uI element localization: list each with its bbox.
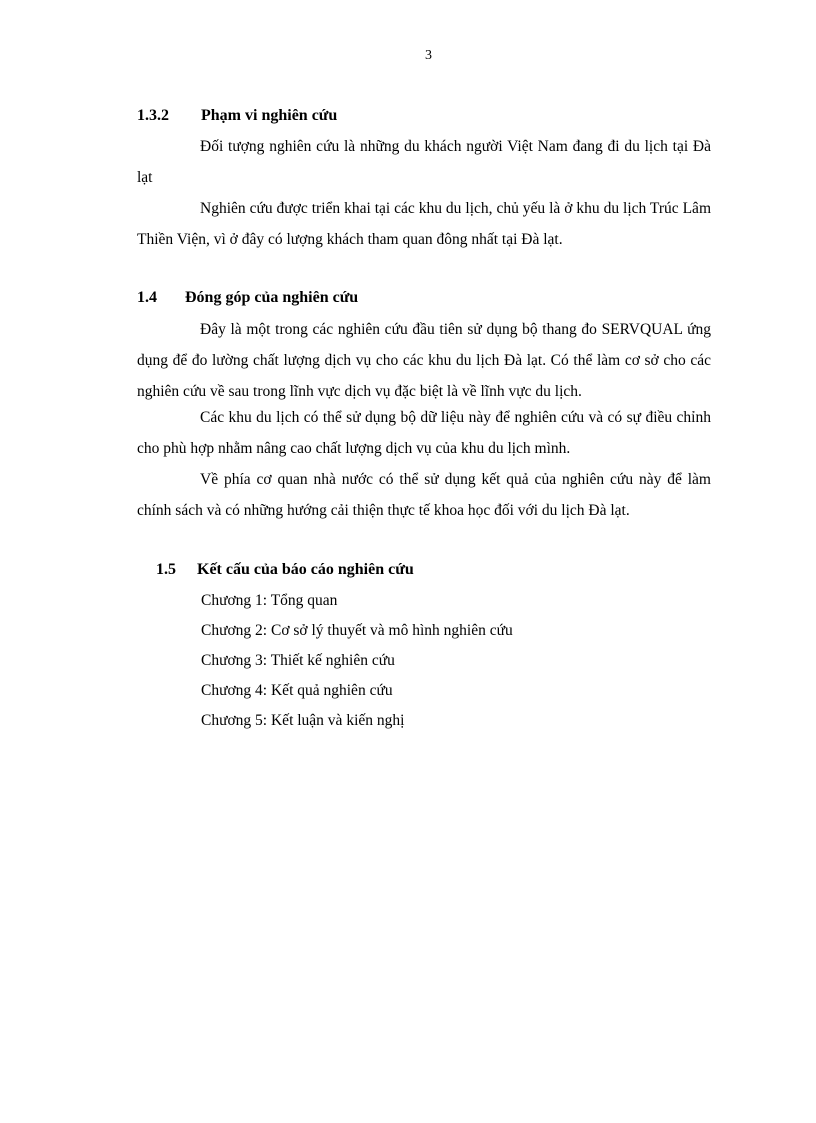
section-title: Phạm vi nghiên cứu <box>201 107 338 124</box>
paragraph: Nghiên cứu được triển khai tại các khu du lịch, chủ yếu là ở khu du lịch Trúc Lâm Thiền Viện, vì ở đây có lượng khách tham quan đông nhất tại Đà lạt. <box>137 200 711 248</box>
chapter-item: Chương 1: Tổng quan <box>201 592 338 609</box>
chapter-item: Chương 5: Kết luận và kiến nghị <box>201 712 405 729</box>
section-number: 1.3.2 <box>137 107 169 124</box>
page-number: 3 <box>425 48 432 63</box>
section-number: 1.5 <box>156 561 176 578</box>
section-title: Đóng góp của nghiên cứu <box>185 289 359 306</box>
chapter-item: Chương 2: Cơ sở lý thuyết và mô hình nghiên cứu <box>201 622 513 639</box>
section-title: Kết cấu của báo cáo nghiên cứu <box>197 561 414 578</box>
section-heading-1-3-2 <box>137 107 337 125</box>
section-heading-1-5 <box>156 561 414 579</box>
paragraph: Đây là một trong các nghiên cứu đầu tiên sử dụng bộ thang đo SERVQUAL ứng dụng để đo lường chất lượng dịch vụ cho các khu du lịch Đà lạt. Có thể làm cơ sở cho các nghiên cứu về sau trong lĩnh vực dịch vụ đặc biệt là về lĩnh vực du lịch. <box>137 321 711 400</box>
paragraph: Về phía cơ quan nhà nước có thể sử dụng kết quả của nghiên cứu này để làm chính sách và có những hướng cải thiện thực tế khoa học đối với du lịch Đà lạt. <box>137 471 711 519</box>
section-number: 1.4 <box>137 289 157 306</box>
section-heading-1-4 <box>137 289 358 307</box>
paragraph: Các khu du lịch có thể sử dụng bộ dữ liệu này để nghiên cứu và có sự điều chỉnh cho phù hợp nhằm nâng cao chất lượng dịch vụ của khu du lịch mình. <box>137 409 711 457</box>
paragraph: Đối tượng nghiên cứu là những du khách người Việt Nam đang đi du lịch tại Đà lạt <box>137 138 711 186</box>
chapter-item: Chương 4: Kết quả nghiên cứu <box>201 682 393 699</box>
chapter-item: Chương 3: Thiết kế nghiên cứu <box>201 652 395 669</box>
